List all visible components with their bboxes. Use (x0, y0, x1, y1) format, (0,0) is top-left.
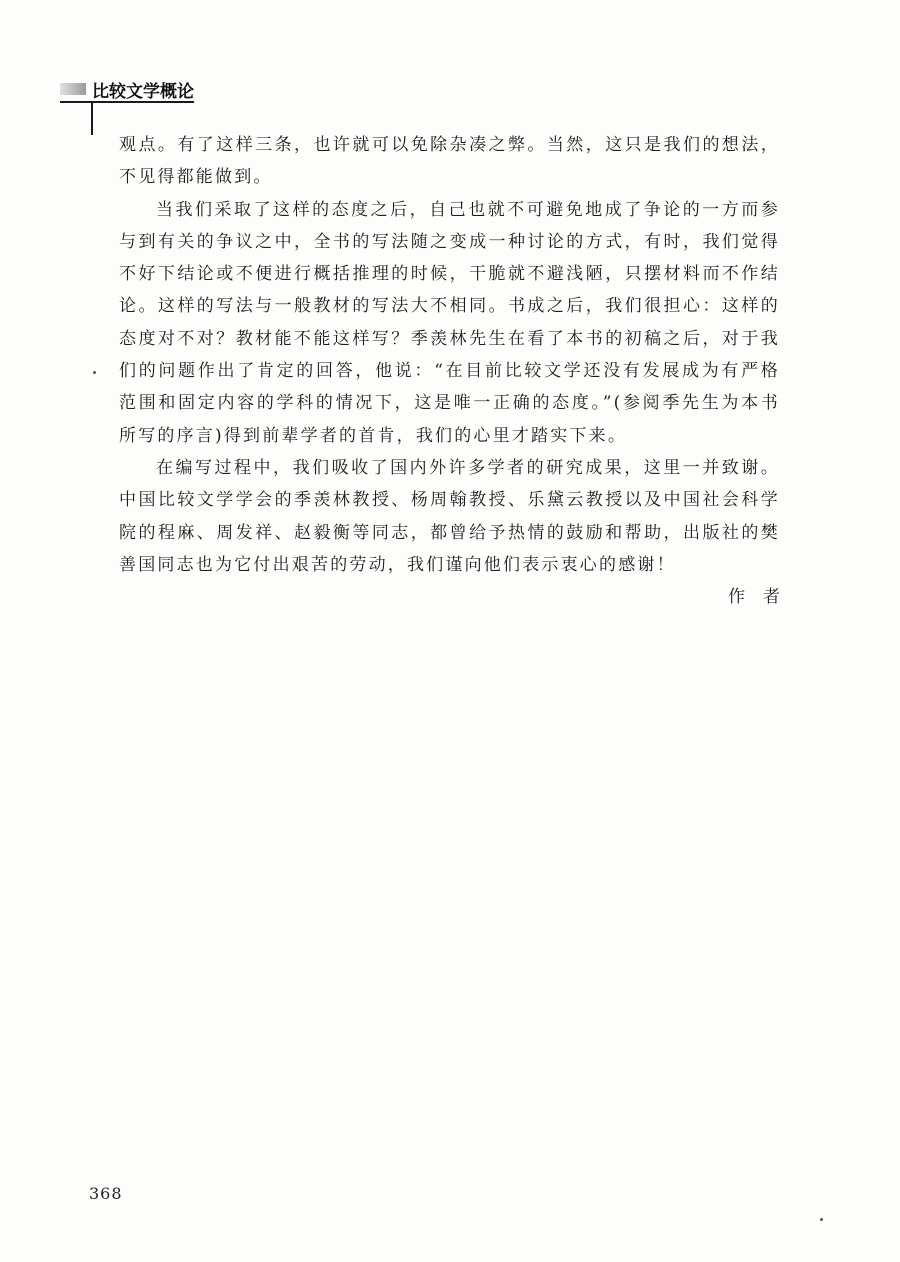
paragraph: 当我们采取了这样的态度之后，自己也就不可避免地成了争论的一方而参与到有关的争议之中，全书的写法随之变成一种讨论的方式，有时，我们觉得不好下结论或不便进行概括推理的时候，干脆就不避浅陋，只摆材料而不作结论。这样的写法与一般教材的写法大不相同。书成之后，我们很担心：这样的态度对不对？教材能不能这样写？季羡林先生在看了本书的初稿之后，对于我们的问题作出了肯定的回答，他说：“在目前比较文学还没有发展成为有严格范围和固定内容的学科的情况下，这是唯一正确的态度。”(参阅季先生为本书所写的序言)得到前辈学者的首肯，我们的心里才踏实下来。 (119, 199, 780, 446)
paragraph: 在编写过程中，我们吸收了国内外许多学者的研究成果，这里一并致谢。中国比较文学学会的季羡林教授、杨周翰教授、乐黛云教授以及中国社会科学院的程麻、周发祥、赵毅衡等同志，都曾给予热情的鼓励和帮助，出版社的樊善国同志也为它付出艰苦的劳动，我们谨向他们表示衷心的感谢！ (119, 457, 780, 575)
header-decoration (60, 83, 86, 95)
body-text (119, 129, 798, 613)
scan-speck (93, 371, 96, 374)
page-number: 368 (89, 1184, 123, 1203)
book-title: 比较文学概论 (92, 81, 194, 102)
scan-speck (820, 1218, 823, 1221)
header-rule (60, 101, 194, 103)
header-rule-vertical (91, 101, 93, 135)
paragraph-continued: 观点。有了这样三条，也许就可以免除杂凑之弊。当然，这只是我们的想法，不见得都能做到。 (119, 135, 780, 188)
running-header (60, 76, 194, 102)
author-signature: 作者 (728, 587, 798, 608)
